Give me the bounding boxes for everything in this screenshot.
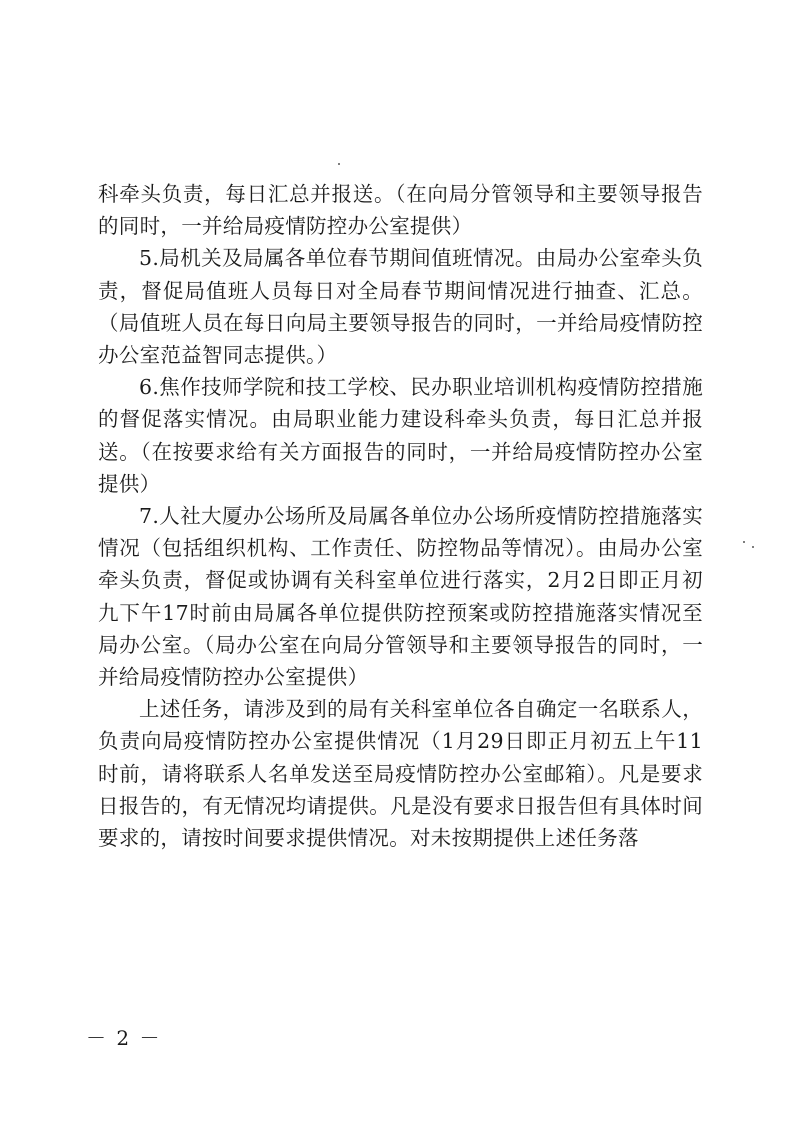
body-text xyxy=(98,178,703,854)
scan-speck xyxy=(743,541,745,543)
paragraph-continuation: 科牵头负责，每日汇总并报送。（在向局分管领导和主要领导报告的同时，一并给局疫情防控办公室提供） xyxy=(98,182,703,239)
page-number: － 2 － xyxy=(86,1026,162,1050)
paragraph-item-7: 7.人社大厦办公场所及局属各单位办公场所疫情防控措施落实情况（包括组织机构、工作责任、防控物品等情况）。由局办公室牵头负责，督促或协调有关科室单位进行落实，2月2日即正月初九下午17时前由局属各单位提供防控预案或防控措施落实情况至局办公室。（局办公室在向局分管领导和主要领导报告的同时，一并给局疫情防控办公室提供） xyxy=(98,504,703,690)
paragraph-item-6: 6.焦作技师学院和技工学校、民办职业培训机构疫情防控措施的督促落实情况。由局职业能力建设科牵头负责，每日汇总并报送。（在按要求给有关方面报告的同时，一并给局疫情防控办公室提供） xyxy=(98,375,703,496)
scan-speck xyxy=(752,546,754,548)
paragraph-item-5: 5.局机关及局属各单位春节期间值班情况。由局办公室牵头负责，督促局值班人员每日对全局春节期间情况进行抽查、汇总。（局值班人员在每日向局主要领导报告的同时，一并给局疫情防控办公室范益智同志提供。） xyxy=(98,246,703,368)
scan-speck xyxy=(338,163,340,165)
paragraph-summary: 上述任务，请涉及到的局有关科室单位各自确定一名联系人，负责向局疫情防控办公室提供情况（1月29日即正月初五上午11时前，请将联系人名单发送至局疫情防控办公室邮箱）。凡是要求日报告的，有无情况均请提供。凡是没有要求日报告但有具体时间要求的，请按时间要求提供情况。对未按期提供上述任务落 xyxy=(98,697,703,851)
